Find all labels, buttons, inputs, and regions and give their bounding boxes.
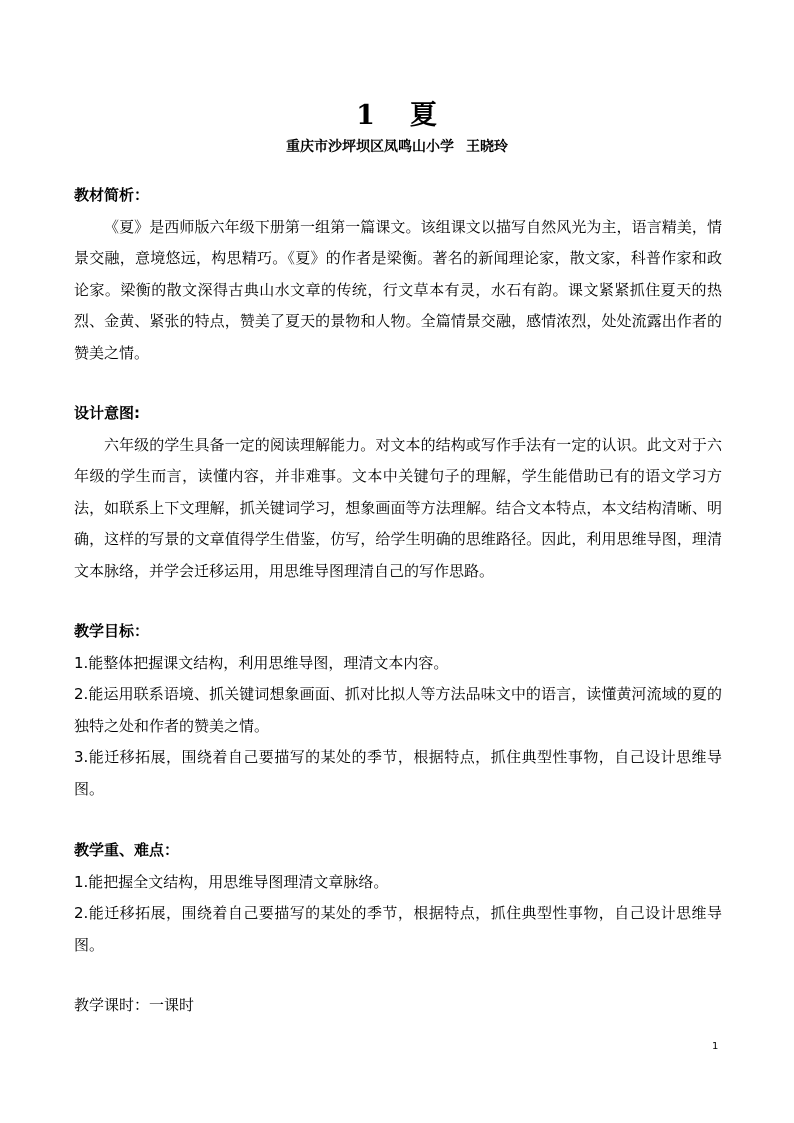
section-heading: 教学目标： bbox=[74, 622, 150, 640]
list-item: 2.能迁移拓展，围绕着自己要描写的某处的季节，根据特点，抓住典型性事物，自己设计思维导图。 bbox=[74, 904, 722, 954]
section-teaching-goals bbox=[74, 616, 722, 805]
author-school: 重庆市沙坪坝区凤鸣山小学 bbox=[286, 139, 454, 155]
author-name: 王晓玲 bbox=[466, 139, 508, 155]
section-design-intent bbox=[74, 398, 722, 587]
section-heading: 设计意图: bbox=[74, 404, 140, 422]
section-heading: 教材简析： bbox=[74, 186, 150, 204]
section-paragraph: 六年级的学生具备一定的阅读理解能力。对文本的结构或写作手法有一定的认识。此文对于六年级的学生而言，读懂内容，并非难事。文本中关键句子的理解，学生能借助已有的语文学习方法，如联系上下文理解，抓关键词学习，想象画面等方法理解。结合文本特点，本文结构清晰、明确，这样的写景的文章值得学生借鉴，仿写，给学生明确的思维路径。因此，利用思维导图，理清文本脉络，并学会迁移运用，用思维导图理清自己的写作思路。 bbox=[74, 435, 722, 580]
lesson-number: 1 bbox=[356, 100, 376, 131]
author-line bbox=[0, 136, 794, 158]
lesson-title bbox=[0, 96, 794, 136]
lesson-title-text: 夏 bbox=[409, 100, 438, 131]
section-heading: 教学重、难点： bbox=[74, 841, 180, 859]
page-number: 1 bbox=[712, 1041, 719, 1052]
section-material-analysis bbox=[74, 180, 722, 369]
list-item: 3.能迁移拓展，围绕着自己要描写的某处的季节，根据特点，抓住典型性事物，自己设计思维导图。 bbox=[74, 748, 722, 798]
section-paragraph: 《夏》是西师版六年级下册第一组第一篇课文。该组课文以描写自然风光为主，语言精美，情景交融，意境悠远，构思精巧。《夏》的作者是梁衡。著名的新闻理论家，散文家，科普作家和政论家。梁衡的散文深得古典山水文章的传统，行文草本有灵，水石有韵。课文紧紧抓住夏天的热烈、金黄、紧张的特点，赞美了夏天的景物和人物。全篇情景交融，感情浓烈，处处流露出作者的赞美之情。 bbox=[74, 217, 722, 362]
list-item: 2.能运用联系语境、抓关键词想象画面、抓对比拟人等方法品味文中的语言，读懂黄河流域的夏的独特之处和作者的赞美之情。 bbox=[74, 685, 722, 735]
section-key-points bbox=[74, 835, 722, 961]
list-item: 1.能把握全文结构，用思维导图理清文章脉络。 bbox=[74, 872, 389, 891]
class-hours-text: 教学课时：一课时 bbox=[74, 996, 195, 1014]
list-item: 1.能整体把握课文结构，利用思维导图，理清文本内容。 bbox=[74, 653, 449, 672]
section-class-hours bbox=[74, 990, 722, 1022]
